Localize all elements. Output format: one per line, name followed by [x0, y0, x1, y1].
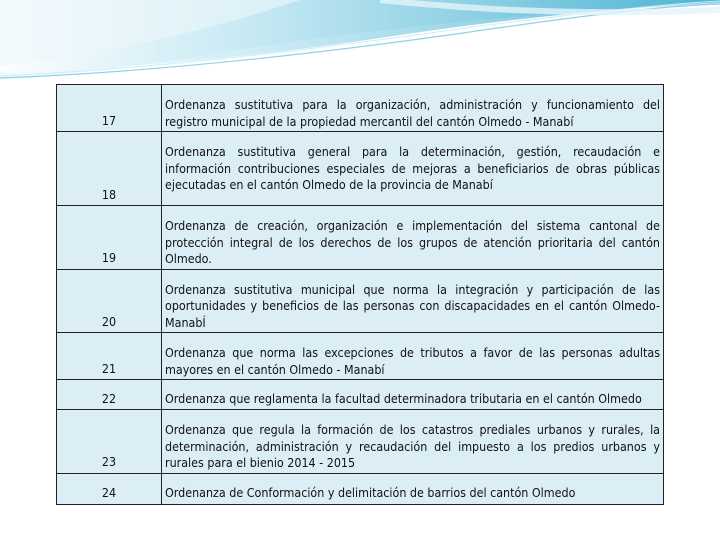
header-swoosh-decoration	[0, 0, 720, 90]
row-number: 18	[57, 132, 162, 206]
table-row	[57, 206, 664, 270]
row-description: Ordenanza de creación, organización e implementación del sistema cantonal de protección integral de los derechos de los grupos de atención prioritaria del cantón Olmedo.	[162, 206, 664, 270]
row-number: 20	[57, 269, 162, 333]
row-number: 22	[57, 380, 162, 410]
table-row	[57, 132, 664, 206]
row-description: Ordenanza de Conformación y delimitación de barrios del cantón Olmedo	[162, 473, 664, 504]
table-row	[57, 410, 664, 474]
row-number: 19	[57, 206, 162, 270]
row-description: Ordenanza que norma las excepciones de tributos a favor de las personas adultas mayores en el cantón Olmedo - Manabí	[162, 333, 664, 380]
row-description: Ordenanza sustitutiva municipal que norma la integración y participación de las oportunidades y beneficios de las personas con discapacidades en el cantón Olmedo-ManabÍ	[162, 269, 664, 333]
table-row	[57, 85, 664, 132]
table-row	[57, 333, 664, 380]
row-description: Ordenanza sustitutiva general para la determinación, gestión, recaudación e información contribuciones especiales de mejoras a beneficiarios de obras públicas ejecutadas en el cantón Olmedo de la provincia de Manabí	[162, 132, 664, 206]
row-number: 21	[57, 333, 162, 380]
row-description: Ordenanza que reglamenta la facultad determinadora tributaria en el cantón Olmedo	[162, 380, 664, 410]
row-number: 17	[57, 85, 162, 132]
table-row	[57, 380, 664, 410]
row-description: Ordenanza sustitutiva para la organización, administración y funcionamiento del registro municipal de la propiedad mercantil del cantón Olmedo - Manabí	[162, 85, 664, 132]
table-row	[57, 269, 664, 333]
row-description: Ordenanza que regula la formación de los catastros prediales urbanos y rurales, la determinación, administración y recaudación del impuesto a los predios urbanos y rurales para el bienio 2014 - 2015	[162, 410, 664, 474]
ordinances-table	[56, 84, 664, 505]
row-number: 24	[57, 473, 162, 504]
table-row	[57, 473, 664, 504]
row-number: 23	[57, 410, 162, 474]
